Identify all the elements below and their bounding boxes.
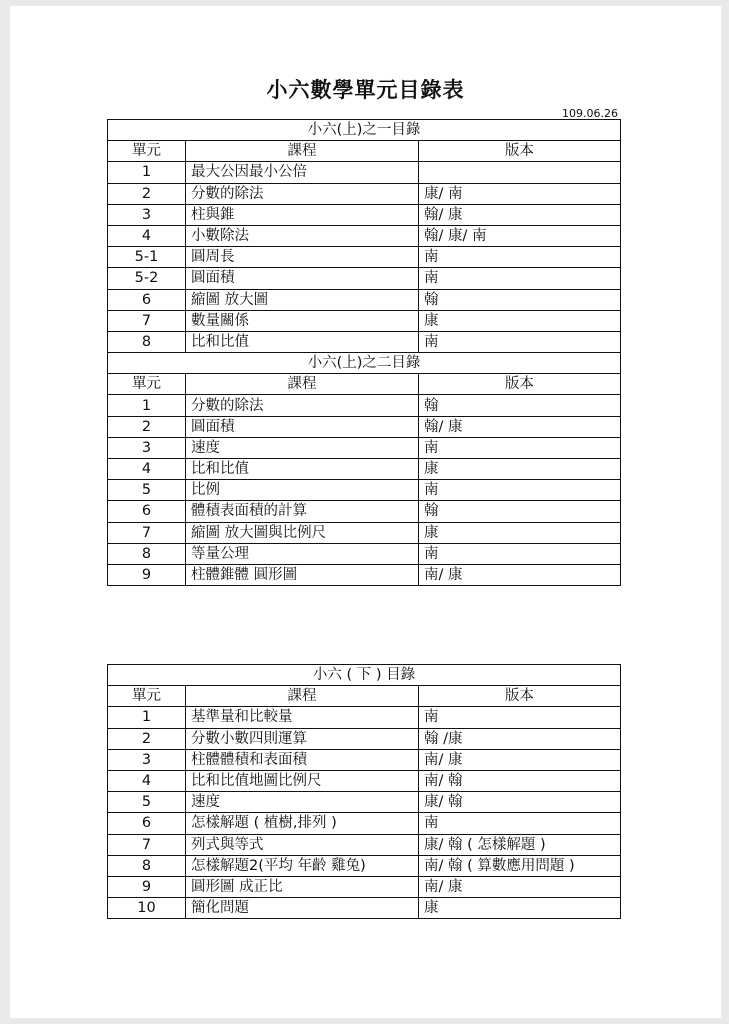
- unit-number: 2: [108, 416, 186, 437]
- unit-number: 8: [108, 855, 186, 876]
- course-name: 怎樣解題2(平均 年齡 雞兔): [186, 855, 419, 876]
- course-name: 基準量和比較量: [186, 707, 419, 728]
- header-version: 版本: [419, 686, 621, 707]
- unit-number: 1: [108, 395, 186, 416]
- unit-number: 9: [108, 876, 186, 897]
- table-row: [108, 480, 621, 501]
- table-row: [108, 459, 621, 480]
- table-row: [108, 770, 621, 791]
- course-name: 縮圖 放大圖: [186, 289, 419, 310]
- textbook-version: 康/ 翰 ( 怎樣解題 ): [419, 834, 621, 855]
- unit-number: 5: [108, 480, 186, 501]
- header-course: 課程: [186, 686, 419, 707]
- textbook-version: 翰 /康: [419, 728, 621, 749]
- table-row: [108, 162, 621, 183]
- header-version: 版本: [419, 374, 621, 395]
- textbook-version: 南/ 翰: [419, 770, 621, 791]
- table-row: [108, 834, 621, 855]
- table-row: [108, 813, 621, 834]
- course-name: 圓面積: [186, 268, 419, 289]
- table-row: [108, 501, 621, 522]
- textbook-version: 南/ 康: [419, 749, 621, 770]
- textbook-version: 南/ 翰 ( 算數應用問題 ): [419, 855, 621, 876]
- section-heading: 小六 ( 下 ) 目錄: [108, 665, 621, 686]
- textbook-version: 翰: [419, 289, 621, 310]
- table-row: [108, 792, 621, 813]
- textbook-version: [419, 162, 621, 183]
- textbook-version: 康: [419, 898, 621, 919]
- table-row: [108, 749, 621, 770]
- table-row: [108, 331, 621, 352]
- textbook-version: 康/ 南: [419, 183, 621, 204]
- unit-number: 1: [108, 707, 186, 728]
- date-stamp: 109.06.26: [562, 107, 618, 120]
- table-row: [108, 564, 621, 585]
- course-name: 速度: [186, 792, 419, 813]
- header-version: 版本: [419, 141, 621, 162]
- section-heading-row: [108, 665, 621, 686]
- course-name: 列式與等式: [186, 834, 419, 855]
- table-row: [108, 204, 621, 225]
- section-heading: 小六(上)之一目錄: [108, 120, 621, 141]
- unit-number: 8: [108, 331, 186, 352]
- table-row: [108, 437, 621, 458]
- textbook-version: 翰: [419, 395, 621, 416]
- textbook-version: 南/ 康: [419, 564, 621, 585]
- column-header-row: [108, 686, 621, 707]
- textbook-version: 南: [419, 331, 621, 352]
- grade6-first-semester-table: [107, 119, 621, 586]
- textbook-version: 翰/ 康: [419, 416, 621, 437]
- unit-number: 6: [108, 289, 186, 310]
- table-row: [108, 522, 621, 543]
- unit-number: 6: [108, 813, 186, 834]
- unit-number: 4: [108, 459, 186, 480]
- textbook-version: 南: [419, 268, 621, 289]
- textbook-version: 南: [419, 707, 621, 728]
- course-name: 比和比值地圖比例尺: [186, 770, 419, 791]
- course-name: 比和比值: [186, 459, 419, 480]
- unit-number: 5: [108, 792, 186, 813]
- column-header-row: [108, 374, 621, 395]
- textbook-version: 南: [419, 437, 621, 458]
- course-name: 柱與錐: [186, 204, 419, 225]
- unit-number: 2: [108, 728, 186, 749]
- document-page: [10, 6, 721, 1018]
- table-row: [108, 183, 621, 204]
- table-row: [108, 543, 621, 564]
- table-row: [108, 247, 621, 268]
- course-name: 縮圖 放大圖與比例尺: [186, 522, 419, 543]
- course-name: 速度: [186, 437, 419, 458]
- table-row: [108, 876, 621, 897]
- unit-number: 5-1: [108, 247, 186, 268]
- textbook-version: 翰/ 康: [419, 204, 621, 225]
- course-name: 比和比值: [186, 331, 419, 352]
- textbook-version: 南: [419, 247, 621, 268]
- table-row: [108, 728, 621, 749]
- unit-number: 8: [108, 543, 186, 564]
- table-row: [108, 395, 621, 416]
- header-course: 課程: [186, 141, 419, 162]
- header-unit: 單元: [108, 141, 186, 162]
- section-heading: 小六(上)之二目錄: [108, 353, 621, 374]
- course-name: 簡化問題: [186, 898, 419, 919]
- grade6-second-semester-table: [107, 664, 621, 919]
- textbook-version: 翰/ 康/ 南: [419, 225, 621, 246]
- unit-number: 10: [108, 898, 186, 919]
- textbook-version: 南/ 康: [419, 876, 621, 897]
- header-unit: 單元: [108, 686, 186, 707]
- table-row: [108, 416, 621, 437]
- unit-number: 9: [108, 564, 186, 585]
- textbook-version: 翰: [419, 501, 621, 522]
- unit-number: 4: [108, 770, 186, 791]
- course-name: 分數的除法: [186, 183, 419, 204]
- header-unit: 單元: [108, 374, 186, 395]
- table-row: [108, 289, 621, 310]
- table-row: [108, 707, 621, 728]
- course-name: 比例: [186, 480, 419, 501]
- textbook-version: 康: [419, 459, 621, 480]
- course-name: 柱體體積和表面積: [186, 749, 419, 770]
- column-header-row: [108, 141, 621, 162]
- unit-number: 3: [108, 749, 186, 770]
- textbook-version: 南: [419, 480, 621, 501]
- unit-number: 7: [108, 834, 186, 855]
- unit-number: 6: [108, 501, 186, 522]
- table-row: [108, 898, 621, 919]
- unit-number: 7: [108, 522, 186, 543]
- textbook-version: 康: [419, 522, 621, 543]
- textbook-version: 康: [419, 310, 621, 331]
- table-row: [108, 310, 621, 331]
- course-name: 等量公理: [186, 543, 419, 564]
- textbook-version: 南: [419, 543, 621, 564]
- course-name: 最大公因最小公倍: [186, 162, 419, 183]
- page-title: 小六數學單元目錄表: [266, 78, 465, 102]
- textbook-version: 康/ 翰: [419, 792, 621, 813]
- course-name: 圓形圖 成正比: [186, 876, 419, 897]
- course-name: 分數的除法: [186, 395, 419, 416]
- unit-number: 2: [108, 183, 186, 204]
- table-row: [108, 225, 621, 246]
- unit-number: 4: [108, 225, 186, 246]
- section-heading-row: [108, 120, 621, 141]
- header-course: 課程: [186, 374, 419, 395]
- unit-number: 3: [108, 437, 186, 458]
- unit-number: 1: [108, 162, 186, 183]
- course-name: 體積表面積的計算: [186, 501, 419, 522]
- unit-number: 3: [108, 204, 186, 225]
- course-name: 圓面積: [186, 416, 419, 437]
- course-name: 小數除法: [186, 225, 419, 246]
- table-row: [108, 855, 621, 876]
- course-name: 圓周長: [186, 247, 419, 268]
- table-row: [108, 268, 621, 289]
- textbook-version: 南: [419, 813, 621, 834]
- section-heading-row: [108, 353, 621, 374]
- course-name: 柱體錐體 圓形圖: [186, 564, 419, 585]
- course-name: 分數小數四則運算: [186, 728, 419, 749]
- unit-number: 7: [108, 310, 186, 331]
- course-name: 怎樣解題 ( 植樹,排列 ): [186, 813, 419, 834]
- unit-number: 5-2: [108, 268, 186, 289]
- course-name: 數量關係: [186, 310, 419, 331]
